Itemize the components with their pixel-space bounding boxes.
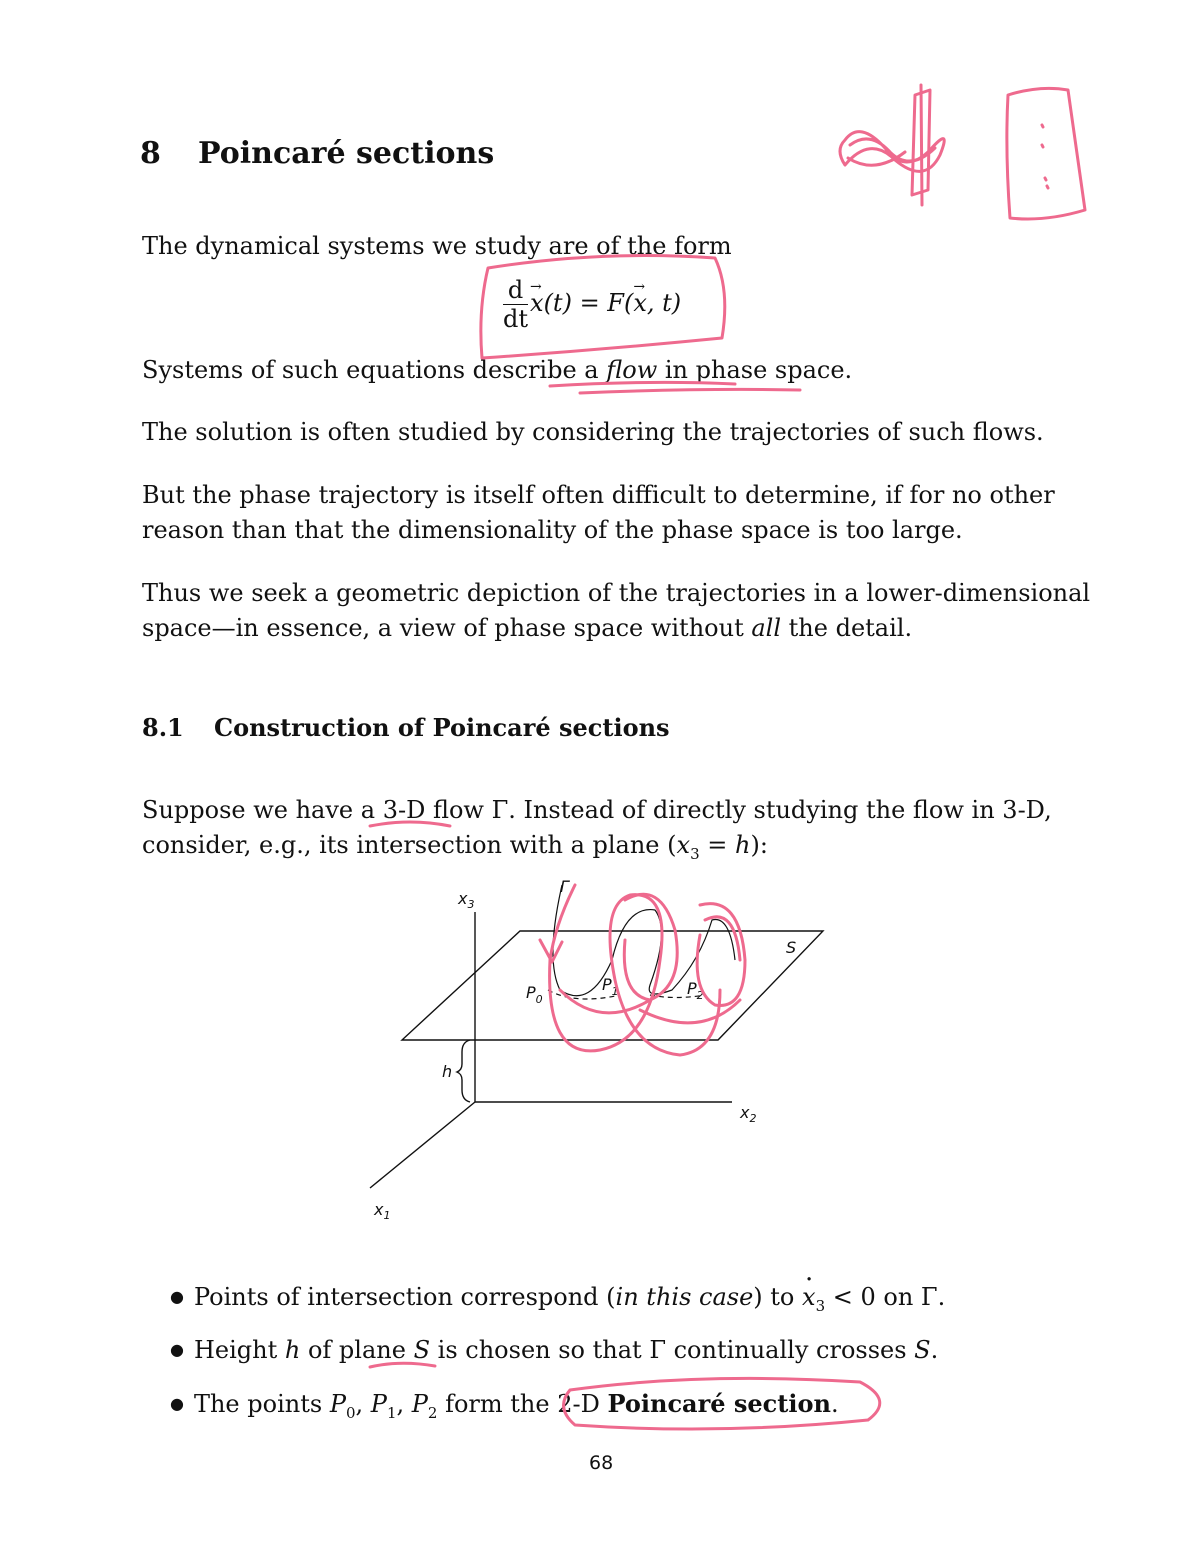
paragraph-trajectory-line1: But the phase trajectory is itself often difficult to determine, if for no other (142, 481, 1055, 509)
state-vector-2: → x (633, 286, 647, 321)
b3-pre: The points (193, 1390, 330, 1418)
paragraph-solution: The solution is often studied by considering the trajectories of such flows. (142, 418, 1044, 446)
ink-gamma-arrow (540, 885, 575, 962)
h-var: h (734, 831, 751, 859)
x-sub: 3 (690, 844, 700, 863)
geometric-emphasis: all (751, 614, 782, 642)
b3-s2: 2 (427, 1403, 438, 1422)
b1-xdot: · x (802, 1280, 816, 1315)
label-x1: $x_1$ (374, 1200, 391, 1222)
section-title: Poincaré sections (198, 136, 495, 171)
geometric-text-post: the detail. (781, 614, 913, 642)
fraction-denominator: dt (503, 305, 529, 333)
state-vector: → x (530, 286, 544, 321)
geometric-text-pre: space—in essence, a view of phase space without (142, 614, 752, 642)
sketch-section-box (1007, 88, 1085, 219)
oval-poincare-section (564, 1378, 880, 1429)
b1-post: < 0 on Γ. (825, 1283, 946, 1311)
subsection-title: Construction of Poincaré sections (214, 713, 670, 742)
sketch-dots (1042, 125, 1048, 188)
label-P0: $P_0$ (526, 983, 543, 1006)
paragraph-geometric-line1: Thus we seek a geometric depiction of the trajectories in a lower-dimensional (142, 579, 1091, 607)
b2-S: S (413, 1336, 431, 1364)
x-var: x (676, 831, 691, 859)
intro-text: The dynamical systems we study are of the form (142, 232, 732, 260)
label-P1: $P_1$ (602, 975, 619, 998)
flow-text-pre: Systems of such equations describe a (142, 356, 607, 384)
flow-text-post: in phase space. (657, 356, 853, 384)
b3-bold: Poincaré section (607, 1389, 831, 1418)
equation-middle: (t) = F( (543, 289, 634, 317)
b3-end: . (830, 1390, 839, 1418)
flow-emphasis: flow (606, 356, 658, 384)
b2-pre: Height (193, 1336, 285, 1364)
sketch-plane (912, 85, 930, 205)
label-h: h (442, 1062, 453, 1081)
construction-post: ): (750, 831, 768, 859)
b3-comma2: , (396, 1390, 412, 1418)
equation-tail: , t) (646, 289, 682, 317)
b1-sub: 3 (815, 1296, 826, 1315)
b2-end: . (930, 1336, 939, 1364)
construction-pre: consider, e.g., its intersection with a plane ( (142, 831, 677, 859)
b2-S2: S (914, 1336, 931, 1364)
label-x3: $x_3$ (458, 889, 475, 911)
page-number: 68 (589, 1452, 614, 1474)
b1-mid: ) to (753, 1283, 803, 1311)
b3-s0: 0 (345, 1403, 356, 1422)
underline-flow (550, 382, 800, 393)
subsection-number: 8.1 (142, 713, 184, 742)
underline-plane (370, 1363, 435, 1367)
label-P2: $P_2$ (687, 979, 704, 1002)
bullet-dot: ● (170, 1394, 184, 1413)
b3-P0: P (329, 1390, 346, 1418)
construction-line1: Suppose we have a 3-D flow Γ. Instead of directly studying the flow in 3-D, (142, 796, 1052, 824)
b3-s1: 1 (386, 1403, 397, 1422)
b3-mid: form the 2-D (437, 1390, 608, 1418)
b3-P1: P (370, 1390, 387, 1418)
bullet-dot: ● (170, 1287, 184, 1306)
underline-3d (370, 822, 450, 826)
section-number: 8 (140, 136, 161, 171)
fraction-numerator: d (503, 276, 528, 305)
b2-h: h (284, 1336, 301, 1364)
equation-box (481, 256, 725, 358)
b1-em: in this case (615, 1283, 754, 1311)
label-x2: $x_2$ (740, 1103, 757, 1125)
label-S: S (786, 938, 797, 957)
b3-comma1: , (355, 1390, 371, 1418)
ink-loop-1 (550, 895, 720, 1055)
equals: = (699, 831, 735, 859)
b1-pre: Points of intersection correspond ( (193, 1283, 616, 1311)
paragraph-trajectory-line2: reason than that the dimensionality of the phase space is too large. (142, 516, 963, 544)
bullet-dot: ● (170, 1340, 184, 1359)
b3-P2: P (411, 1390, 428, 1418)
ink-loop-2 (624, 894, 677, 1000)
b2-post: is chosen so that Γ continually crosses (430, 1336, 915, 1364)
b2-mid: of plane (300, 1336, 414, 1364)
label-gamma: Γ (560, 877, 569, 896)
